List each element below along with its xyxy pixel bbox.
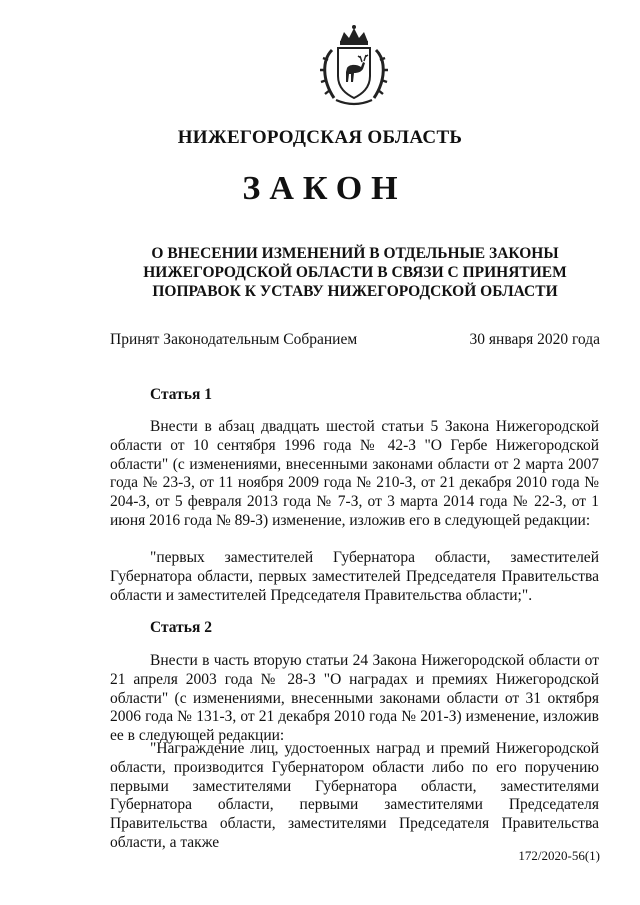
law-subtitle: О ВНЕСЕНИИ ИЗМЕНЕНИЙ В ОТДЕЛЬНЫЕ ЗАКОНЫ НИЖЕГОРОДСКОЙ ОБЛАСТИ В СВЯЗИ С ПРИНЯТИЕМ ПОПРАВОК К УСТАВУ НИЖЕГОРОДСКОЙ ОБЛАСТИ — [143, 245, 567, 300]
article-2-paragraph-2: "Награждение лиц, удостоенных наград и премий Нижегородской области, производится Губернатором области либо по его поручению первыми заместителями Губернатора области, заместителями Губернатора области, первыми заместителями Председателя Правительства области, заместителями Председателя Правительства области, а также — [110, 740, 599, 851]
adopted-date: 30 января 2020 года — [469, 331, 600, 348]
document-type: ЗАКОН — [242, 170, 407, 207]
region-title: НИЖЕГОРОДСКАЯ ОБЛАСТЬ — [177, 127, 463, 148]
article-1-paragraph-2: "первых заместителей Губернатора области, заместителей Губернатора области, первых заместителей Председателя Правительства области и заместителей Председателя Правительства области;". — [110, 549, 599, 604]
coat-of-arms-icon — [316, 20, 392, 110]
document-code: 172/2020-56(1) — [518, 848, 600, 863]
article-1-title: Статья 1 — [150, 386, 212, 403]
adoption-line — [110, 331, 600, 349]
article-2-title: Статья 2 — [150, 619, 212, 636]
adopted-by: Принят Законодательным Собранием — [110, 331, 358, 348]
article-2-paragraph-1: Внести в часть вторую статьи 24 Закона Нижегородской области от 21 апреля 2003 года № 28-З "О наградах и премиях Нижегородской области" (с изменениями, внесенными законами области от 31 октября 2006 года № 131-З, от 21 декабря 2010 года № 201-З) изменение, изложив ее в следующей редакции: — [110, 652, 599, 745]
article-1-paragraph-1: Внести в абзац двадцать шестой статьи 5 Закона Нижегородской области от 10 сентября 1996 года № 42-З "О Гербе Нижегородской области" (с изменениями, внесенными законами области от 2 марта 2007 года № 23-З, от 11 ноября 2009 года № 210-З, от 21 декабря 2010 года № 204-З, от 5 февраля 2013 года № 7-З, от 3 марта 2014 года № 22-З, от 1 июня 2016 года № 89-З) изменение, изложив его в следующей редакции: — [110, 418, 599, 529]
